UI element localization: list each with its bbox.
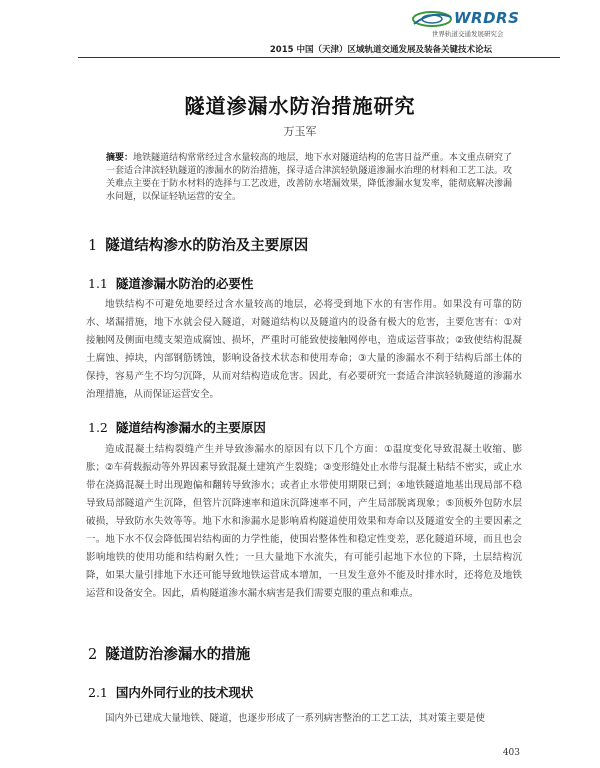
conference-header: 2015 中国（天津）区域轨道交通发展及装备关键技术论坛 — [269, 45, 492, 55]
logo-subtitle: 世界轨道交通发展研究会 — [432, 30, 504, 38]
paragraph: 国内外已建成大量地铁、隧道，也逐步形成了一系列病害整治的工艺工法，其对策主要是使 — [105, 713, 486, 724]
abstract-label: 摘要： — [106, 153, 134, 163]
section-number: 2.1 — [88, 685, 108, 700]
abstract-text: 地铁隧道结构常常经过含水量较高的地层，地下水对隧道结构的危害日益严重。本文重点研究了一套适合津滨轻轨隧道的渗漏水的防治措施，探寻适合津滨轻轨隧道渗漏水治理的材料和工艺工法。攻关难点主要在于防水材料的选择与工艺改进，改善防水堵漏效果，降低渗漏水复发率，能彻底解决渗漏水问题，以保证轻轨运营的安全。 — [106, 153, 512, 202]
section-heading — [88, 234, 308, 255]
section-number: 2 — [88, 647, 98, 663]
abstract — [106, 152, 512, 204]
subsection-heading — [88, 683, 253, 701]
author: 万玉军 — [283, 125, 317, 138]
globe-swoosh-icon — [410, 8, 454, 30]
section-title: 隧道结构渗漏水的主要原因 — [115, 420, 266, 435]
paragraph: 造成混凝土结构裂缝产生并导致渗漏水的原因有以下几个方面：①温度变化导致混凝土收缩、膨胀；②车荷载振动等外界因素导致混凝土建筑产生裂缝；③变形缝处止水带与混凝土粘结不密实，或止水带在浇捣混凝土时出现跑偏和翻转导致渗水；或者止水带使用期限已到；④地铁隧道地基出现局部不稳导致局部隧道产生沉降，但管片沉降速率和道床沉降速率不同，产生局部脱离现象；⑤顶板外包防水层破损，导致防水失效等等。地下水和渗漏水是影响盾构隧道使用效果和寿命以及隧道安全的主要因素之一。地下水不仅会降低围岩结构面的力学性能，使围岩整体性和稳定性变差，恶化隧道环境，而且也会影响地铁的使用功能和结构耐久性；一旦大量地下水流失，有可能引起地下水位的下降，土层结构沉降，如果大量引排地下水还可能导致地铁运营成本增加，一旦发生意外不能及时排水时，还将危及地铁运营和设备安全。因此，盾构隧道渗水漏水病害是我们需要克服的重点和难点。 — [86, 444, 522, 599]
wrdrs-logo — [410, 8, 560, 42]
section-title: 隧道防治渗漏水的措施 — [105, 646, 251, 663]
paper-title: 隧道渗漏水防治措施研究 — [184, 94, 416, 118]
section-title: 国内外同行业的技术现状 — [115, 685, 254, 700]
section-number: 1.2 — [88, 420, 108, 435]
subsection-heading — [88, 274, 253, 292]
subsection-heading — [88, 418, 266, 436]
section-title: 隧道结构渗水的防治及主要原因 — [105, 237, 309, 254]
section-number: 1 — [88, 238, 98, 254]
section-number: 1.1 — [88, 276, 108, 291]
page-number: 403 — [502, 748, 520, 758]
header-divider — [78, 57, 560, 58]
section-title: 隧道渗漏水防治的必要性 — [115, 276, 254, 291]
section-heading — [88, 643, 250, 664]
paragraph: 地铁结构不可避免地要经过含水量较高的地层，必将受到地下水的有害作用。如果没有可靠的防水、堵漏措施，地下水就会侵入隧道，对隧道结构以及隧道内的设备有极大的危害，主要危害有：①对接触网及侧面电缆支架造成腐蚀、损坏，严重时可能致使接触网停电，造成运营事故；②致使结构混凝土腐蚀、掉块，内部钢筋锈蚀，影响设备技术状态和使用寿命；③大量的渗漏水不利于结构后部土体的保持，容易产生不均匀沉降，从而对结构造成危害。因此，有必要研究一套适合津滨轻轨隧道的渗漏水治理措施，从而保证运营安全。 — [86, 299, 522, 400]
logo-text: WRDRS — [454, 9, 520, 27]
